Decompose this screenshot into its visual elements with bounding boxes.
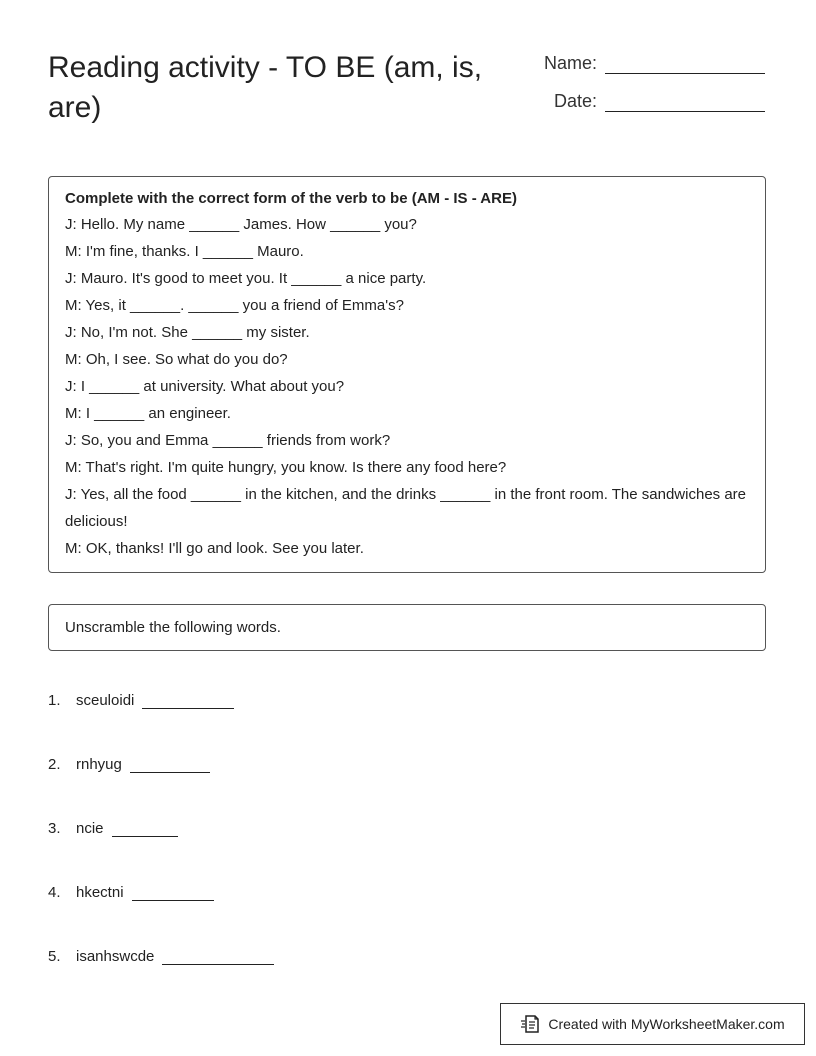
scrambled-word: ncie	[76, 820, 104, 837]
page-title: Reading activity - TO BE (am, is, are)	[48, 51, 483, 124]
item-number: 2.	[48, 756, 61, 773]
item-number: 4.	[48, 884, 61, 901]
worksheet-maker-logo-icon	[520, 1013, 542, 1035]
unscramble-item	[48, 815, 178, 837]
dialog-line: J: So, you and Emma ______ friends from work?	[65, 432, 391, 449]
dialog-line: M: OK, thanks! I'll go and look. See you later.	[65, 540, 364, 557]
item-number: 1.	[48, 692, 61, 709]
unscramble-instruction: Unscramble the following words.	[65, 619, 281, 636]
dialog-line: M: I'm fine, thanks. I ______ Mauro.	[65, 243, 304, 260]
dialog-exercise-box	[48, 176, 766, 573]
answer-blank[interactable]	[112, 818, 178, 837]
unscramble-item	[48, 751, 210, 773]
name-label: Name:	[544, 53, 598, 73]
unscramble-item	[48, 687, 234, 709]
answer-blank[interactable]	[162, 946, 274, 965]
unscramble-instruction-box	[48, 604, 766, 651]
scrambled-word: hkectni	[76, 884, 124, 901]
scrambled-word: rnhyug	[76, 756, 122, 773]
date-field[interactable]	[605, 93, 765, 112]
dialog-line: J: Yes, all the food ______ in the kitchen, and the drinks ______ in the front room. The sandwiches are delicious!	[65, 486, 747, 530]
footer-badge[interactable]	[500, 1003, 805, 1045]
dialog-line: M: Oh, I see. So what do you do?	[65, 351, 288, 368]
dialog-instruction: Complete with the correct form of the verb to be (AM - IS - ARE)	[65, 190, 517, 207]
dialog-line: J: Hello. My name ______ James. How ______ you?	[65, 216, 417, 233]
scrambled-word: isanhswcde	[76, 948, 155, 965]
dialog-line: M: Yes, it ______. ______ you a friend of Emma's?	[65, 297, 404, 314]
name-row	[544, 53, 765, 74]
scrambled-word: sceuloidi	[76, 692, 135, 709]
dialog-line: M: I ______ an engineer.	[65, 405, 231, 422]
answer-blank[interactable]	[142, 690, 234, 709]
item-number: 5.	[48, 948, 61, 965]
item-number: 3.	[48, 820, 61, 837]
unscramble-item	[48, 879, 214, 901]
unscramble-item	[48, 943, 274, 965]
name-field[interactable]	[605, 55, 765, 74]
answer-blank[interactable]	[130, 754, 210, 773]
dialog-line: M: That's right. I'm quite hungry, you know. Is there any food here?	[65, 459, 507, 476]
date-row	[554, 91, 765, 112]
dialog-line: J: No, I'm not. She ______ my sister.	[65, 324, 310, 341]
footer-text: Created with MyWorksheetMaker.com	[548, 1016, 785, 1032]
dialog-line: J: Mauro. It's good to meet you. It ______ a nice party.	[65, 270, 427, 287]
answer-blank[interactable]	[132, 882, 214, 901]
dialog-line: J: I ______ at university. What about you?	[65, 378, 345, 395]
date-label: Date:	[554, 91, 598, 111]
